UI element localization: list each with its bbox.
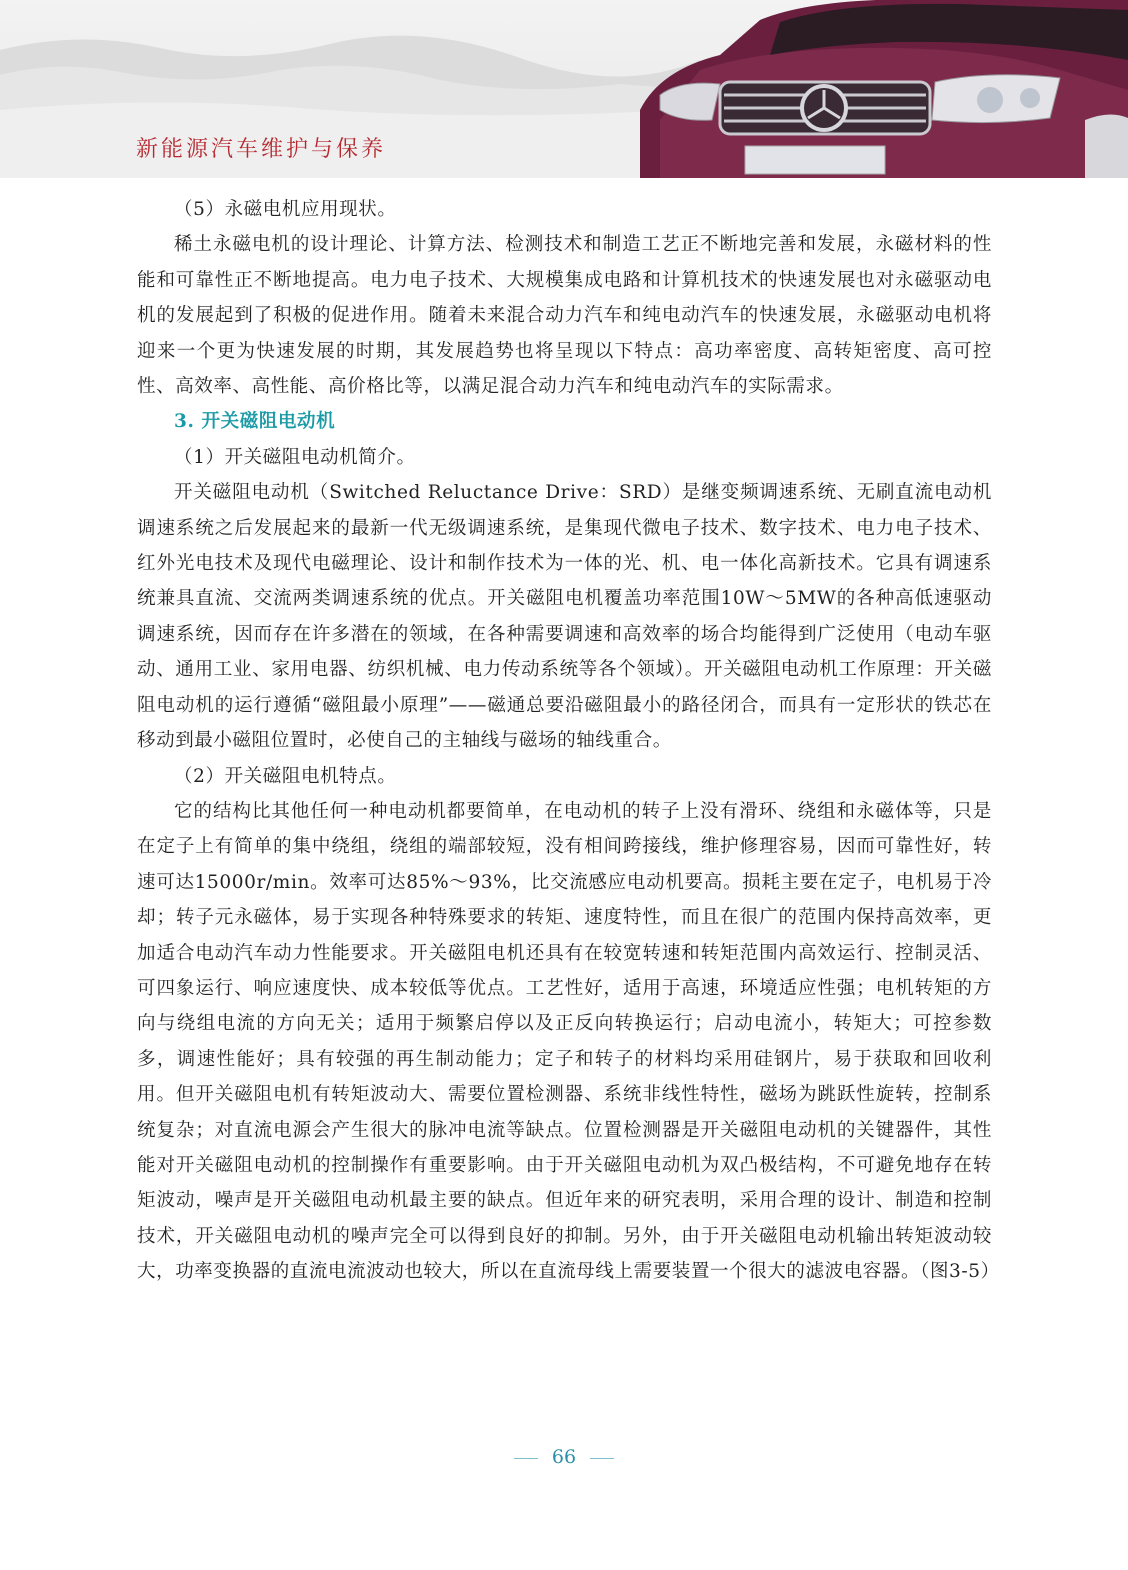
- body-paragraph: 开关磁阻电动机（Switched Reluctance Drive：SRD）是继变频调速系统、无刷直流电动机调速系统之后发展起来的最新一代无级调速系统，是集现代微电子技术、数字技术、电力电子技术、红外光电技术及现代电磁理论、设计和制作技术为一体的光、机、电一体化高新技术。它具有调速系统兼具直流、交流两类调速系统的优点。开关磁阻电机覆盖功率范围10W～5MW的各种高低速驱动调速系统，因而存在许多潜在的领域，在各种需要调速和高效率的场合均能得到广泛使用（电动车驱动、通用工业、家用电器、纺织机械、电力传动系统等各个领域）。开关磁阻电动机工作原理：开关磁阻电动机的运行遵循“磁阻最小原理”——磁通总要沿磁阻最小的路径闭合，而具有一定形状的铁芯在移动到最小磁阻位置时，必使自己的主轴线与磁场的轴线重合。: [137, 482, 992, 752]
- body-paragraph: 它的结构比其他任何一种电动机都要简单，在电动机的转子上没有滑环、绕组和永磁体等，只是在定子上有简单的集中绕组，绕组的端部较短，没有相间跨接线，维护修理容易，因而可靠性好，转速可达15000r/min。效率可达85%～93%，比交流感应电动机要高。损耗主要在定子，电机易于冷却；转子元永磁体，易于实现各种特殊要求的转矩、速度特性，而且在很广的范围内保持高效率，更加适合电动汽车动力性能要求。开关磁阻电机还具有在较宽转速和转矩范围内高效运行、控制灵活、可四象运行、响应速度快、成本较低等优点。工艺性好，适用于高速，环境适应性强；电机转矩的方向与绕组电流的方向无关；适用于频繁启停以及正反向转换运行；启动电流小，转矩大；可控参数多，调速性能好；具有较强的再生制动能力；定子和转子的材料均采用硅钢片，易于获取和回收利用。但开关磁阻电机有转矩波动大、需要位置检测器、系统非线性特性，磁场为跳跃性旋转，控制系统复杂；对直流电源会产生很大的脉冲电流等缺点。位置检测器是开关磁阻电动机的关键器件，其性能对开关磁阻电动机的控制操作有重要影响。由于开关磁阻电动机为双凸极结构，不可避免地存在转矩波动，噪声是开关磁阻电动机最主要的缺点。但近年来的研究表明，采用合理的设计、制造和控制技术，开关磁阻电动机的噪声完全可以得到良好的抑制。另外，由于开关磁阻电动机输出转矩波动较大，功率变换器的直流电流波动也较大，所以在直流母线上需要装置一个很大的滤波电容器。（图3-5）: [137, 800, 1000, 1283]
- subsection-heading-5: （5）永磁电机应用现状。: [174, 199, 397, 220]
- footer-dash-right: [590, 1458, 614, 1459]
- section-heading: 3. 开关磁阻电动机: [174, 411, 336, 433]
- car-license-plate: [745, 146, 885, 174]
- body-paragraph: 稀土永磁电机的设计理论、计算方法、检测技术和制造工艺正不断地完善和发展，永磁材料的性能和可靠性正不断地提高。电力电子技术、大规模集成电路和计算机技术的快速发展也对永磁驱动电机的发展起到了积极的促进作用。随着未来混合动力汽车和纯电动汽车的快速发展，永磁驱动电机将迎来一个更为快速发展的时期，其发展趋势也将呈现以下特点：高功率密度、高转矩密度、高可控性、高效率、高性能、高价格比等，以满足混合动力汽车和纯电动汽车的实际需求。: [137, 234, 992, 398]
- page-number: 66: [551, 1446, 577, 1468]
- footer-dash-left: [514, 1458, 538, 1459]
- book-title: 新能源汽车维护与保养: [136, 137, 387, 162]
- subsection-heading-2: （2）开关磁阻电机特点。: [174, 765, 397, 787]
- page-body: [137, 192, 1000, 1290]
- page-header: [0, 0, 1128, 178]
- page-footer: [0, 1446, 1128, 1468]
- subsection-heading-1: （1）开关磁阻电动机简介。: [174, 446, 416, 468]
